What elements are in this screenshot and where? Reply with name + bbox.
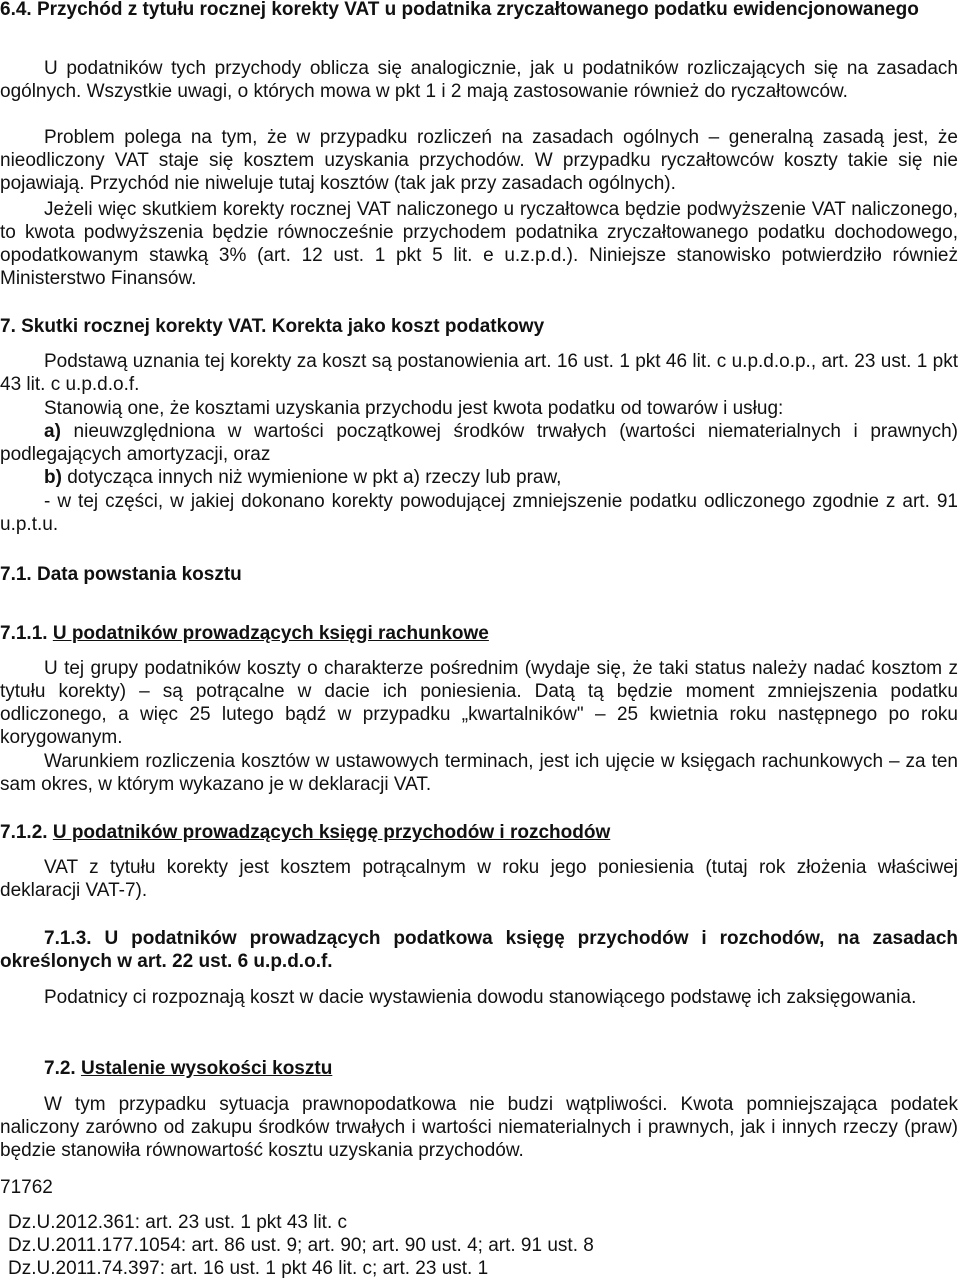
paragraph: Problem polega na tym, że w przypadku rozliczeń na zasadach ogólnych – generalną zasadą jest, że nieodliczony VAT staje się kosztem uzyskania przychodów. W przypadku ryczałtowców koszty takie się nie pojawiają. Przychód nie niweluje tutaj kosztów (tak jak przy zasadach ogólnych). xyxy=(0,127,958,194)
list-label: b) xyxy=(44,467,62,488)
heading-7-1: 7.1. Data powstania kosztu xyxy=(0,564,242,585)
heading-7-1-1 xyxy=(0,622,958,645)
paragraph: Podstawą uznania tej korekty za koszt są postanowienia art. 16 ust. 1 pkt 46 lit. c u.p.d.o.p., art. 23 ust. 1 pkt 43 lit. c u.p.d.o.f. xyxy=(0,351,958,395)
list-text: nieuwzględniona w wartości początkowej środków trwałych (wartości niematerialnych i prawnych) podlegających amortyzacji, oraz xyxy=(0,421,958,465)
paragraph: W tym przypadku sytuacja prawnopodatkowa nie budzi wątpliwości. Kwota pomniejszająca podatek naliczony zarówno od zakupu środków trwałych i wartości niematerialnych i prawnych, jak i innych rzeczy (praw) będzie stanowiła równowartość kosztu uzyskania przychodów. xyxy=(0,1094,958,1161)
legal-reference: Dz.U.2011.74.397: art. 16 ust. 1 pkt 46 lit. c; art. 23 ust. 1 xyxy=(8,1258,489,1279)
heading-7-2 xyxy=(0,1057,958,1080)
heading-number: 7.1.1. xyxy=(0,623,48,644)
heading-7-1-3 xyxy=(0,927,958,973)
document-id: 71762 xyxy=(0,1177,53,1198)
list-item-dash: - w tej części, w jakiej dokonano korekty powodującej zmniejszenie podatku odliczonego zgodnie z art. 91 u.p.t.u. xyxy=(0,491,958,535)
list-label: a) xyxy=(44,421,61,442)
heading-7-bold: 7. Skutki rocznej korekty VAT. xyxy=(0,316,267,337)
heading-number: 7.1.2. xyxy=(0,822,48,843)
list-text: dotycząca innych niż wymienione w pkt a) rzeczy lub praw, xyxy=(61,467,562,488)
heading-number: 7.1.3. xyxy=(44,928,92,949)
heading-7-1-2 xyxy=(0,821,958,844)
heading-text: U podatników prowadzących księgę przychodów i rozchodów xyxy=(52,822,611,843)
paragraph: Stanowią one, że kosztami uzyskania przychodu jest kwota podatku od towarów i usług: xyxy=(44,398,784,419)
paragraph: U podatników tych przychody oblicza się analogicznie, jak u podatników rozliczających się na zasadach ogólnych. Wszystkie uwagi, o których mowa w pkt 1 i 2 mają zastosowanie również do ryczałtowców. xyxy=(0,58,958,102)
paragraph: U tej grupy podatników koszty o charakterze pośrednim (wydaje się, że taki status należy nadać kosztom z tytułu korekty) – są potrącalne w dacie ich poniesienia. Datą tą będzie moment zmniejszenia podatku odliczonego, a więc 25 lutego bądź w przypadku „kwartalników" – 25 kwietnia roku następnego po roku korygowanym. xyxy=(0,658,958,748)
heading-number: 7.2. xyxy=(44,1058,76,1079)
heading-7 xyxy=(0,315,958,338)
paragraph: VAT z tytułu korekty jest kosztem potrącalnym w roku jego poniesienia (tutaj rok złożenia właściwej deklaracji VAT-7). xyxy=(0,857,958,901)
heading-6-4: 6.4. Przychód z tytułu rocznej korekty VAT u podatnika zryczałtowanego podatku ewidencjonowanego xyxy=(0,0,919,20)
legal-reference: Dz.U.2011.177.1054: art. 86 ust. 9; art. 90; art. 90 ust. 4; art. 91 ust. 8 xyxy=(8,1235,594,1256)
heading-7-rest: Korekta jako koszt podatkowy xyxy=(266,316,545,337)
legal-reference: Dz.U.2012.361: art. 23 ust. 1 pkt 43 lit. c xyxy=(8,1212,348,1233)
list-item-a xyxy=(0,420,958,466)
paragraph: Jeżeli więc skutkiem korekty rocznej VAT naliczonego u ryczałtowca będzie podwyższenie VAT naliczonego, to kwota podwyższenia będzie równocześnie przychodem podatnika zryczałtowanego podatku dochodowego, opodatkowanym stawką 3% (art. 12 ust. 1 pkt 5 lit. e u.z.p.d.). Niniejsze stanowisko potwierdziło również Ministerstwo Finansów. xyxy=(0,199,958,289)
paragraph: Podatnicy ci rozpoznają koszt w dacie wystawienia dowodu stanowiącego podstawę ich zaksięgowania. xyxy=(44,987,917,1008)
heading-text: U podatników prowadzących podatkowa księgę przychodów i rozchodów, na zasadach określonych w art. 22 ust. 6 u.p.d.o.f. xyxy=(0,928,958,972)
list-item-b xyxy=(0,466,958,489)
heading-text: U podatników prowadzących księgi rachunkowe xyxy=(52,623,489,644)
heading-text: Ustalenie wysokości kosztu xyxy=(80,1058,333,1079)
paragraph: Warunkiem rozliczenia kosztów w ustawowych terminach, jest ich ujęcie w księgach rachunkowych – za ten sam okres, w którym wykazano je w deklaracji VAT. xyxy=(0,751,958,795)
